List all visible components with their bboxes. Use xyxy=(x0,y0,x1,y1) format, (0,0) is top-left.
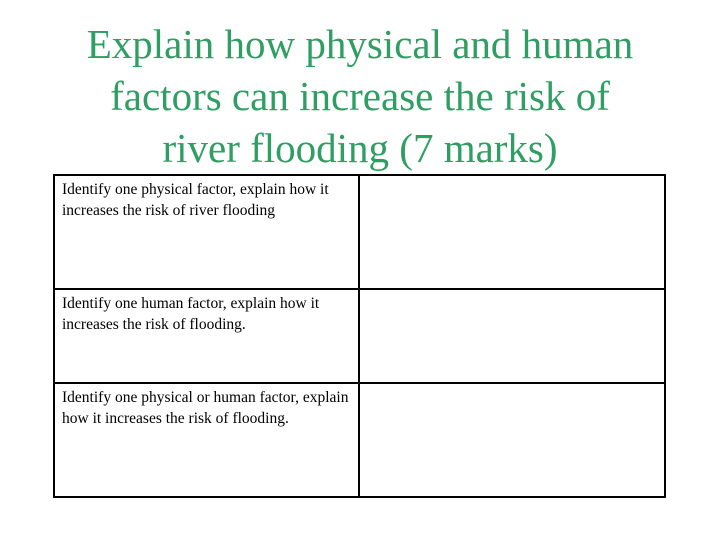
title-line-3: river flooding (7 marks) xyxy=(162,125,558,171)
prompt-cell-physical-factor: Identify one physical factor, explain how it increases the risk of river flooding xyxy=(55,176,360,288)
table-row xyxy=(55,290,664,384)
answer-cell-human-factor[interactable] xyxy=(360,290,664,382)
table-row xyxy=(55,384,664,496)
table-row xyxy=(55,176,664,290)
prompt-cell-human-factor: Identify one human factor, explain how it increases the risk of flooding. xyxy=(55,290,360,382)
answer-cell-physical-or-human-factor[interactable] xyxy=(360,384,664,496)
title-line-1: Explain how physical and human xyxy=(86,21,634,67)
page-title xyxy=(0,18,720,174)
answer-cell-physical-factor[interactable] xyxy=(360,176,664,288)
prompt-cell-physical-or-human-factor: Identify one physical or human factor, explain how it increases the risk of flooding. xyxy=(55,384,360,496)
question-table xyxy=(53,174,666,498)
title-line-2: factors can increase the risk of xyxy=(110,73,610,119)
